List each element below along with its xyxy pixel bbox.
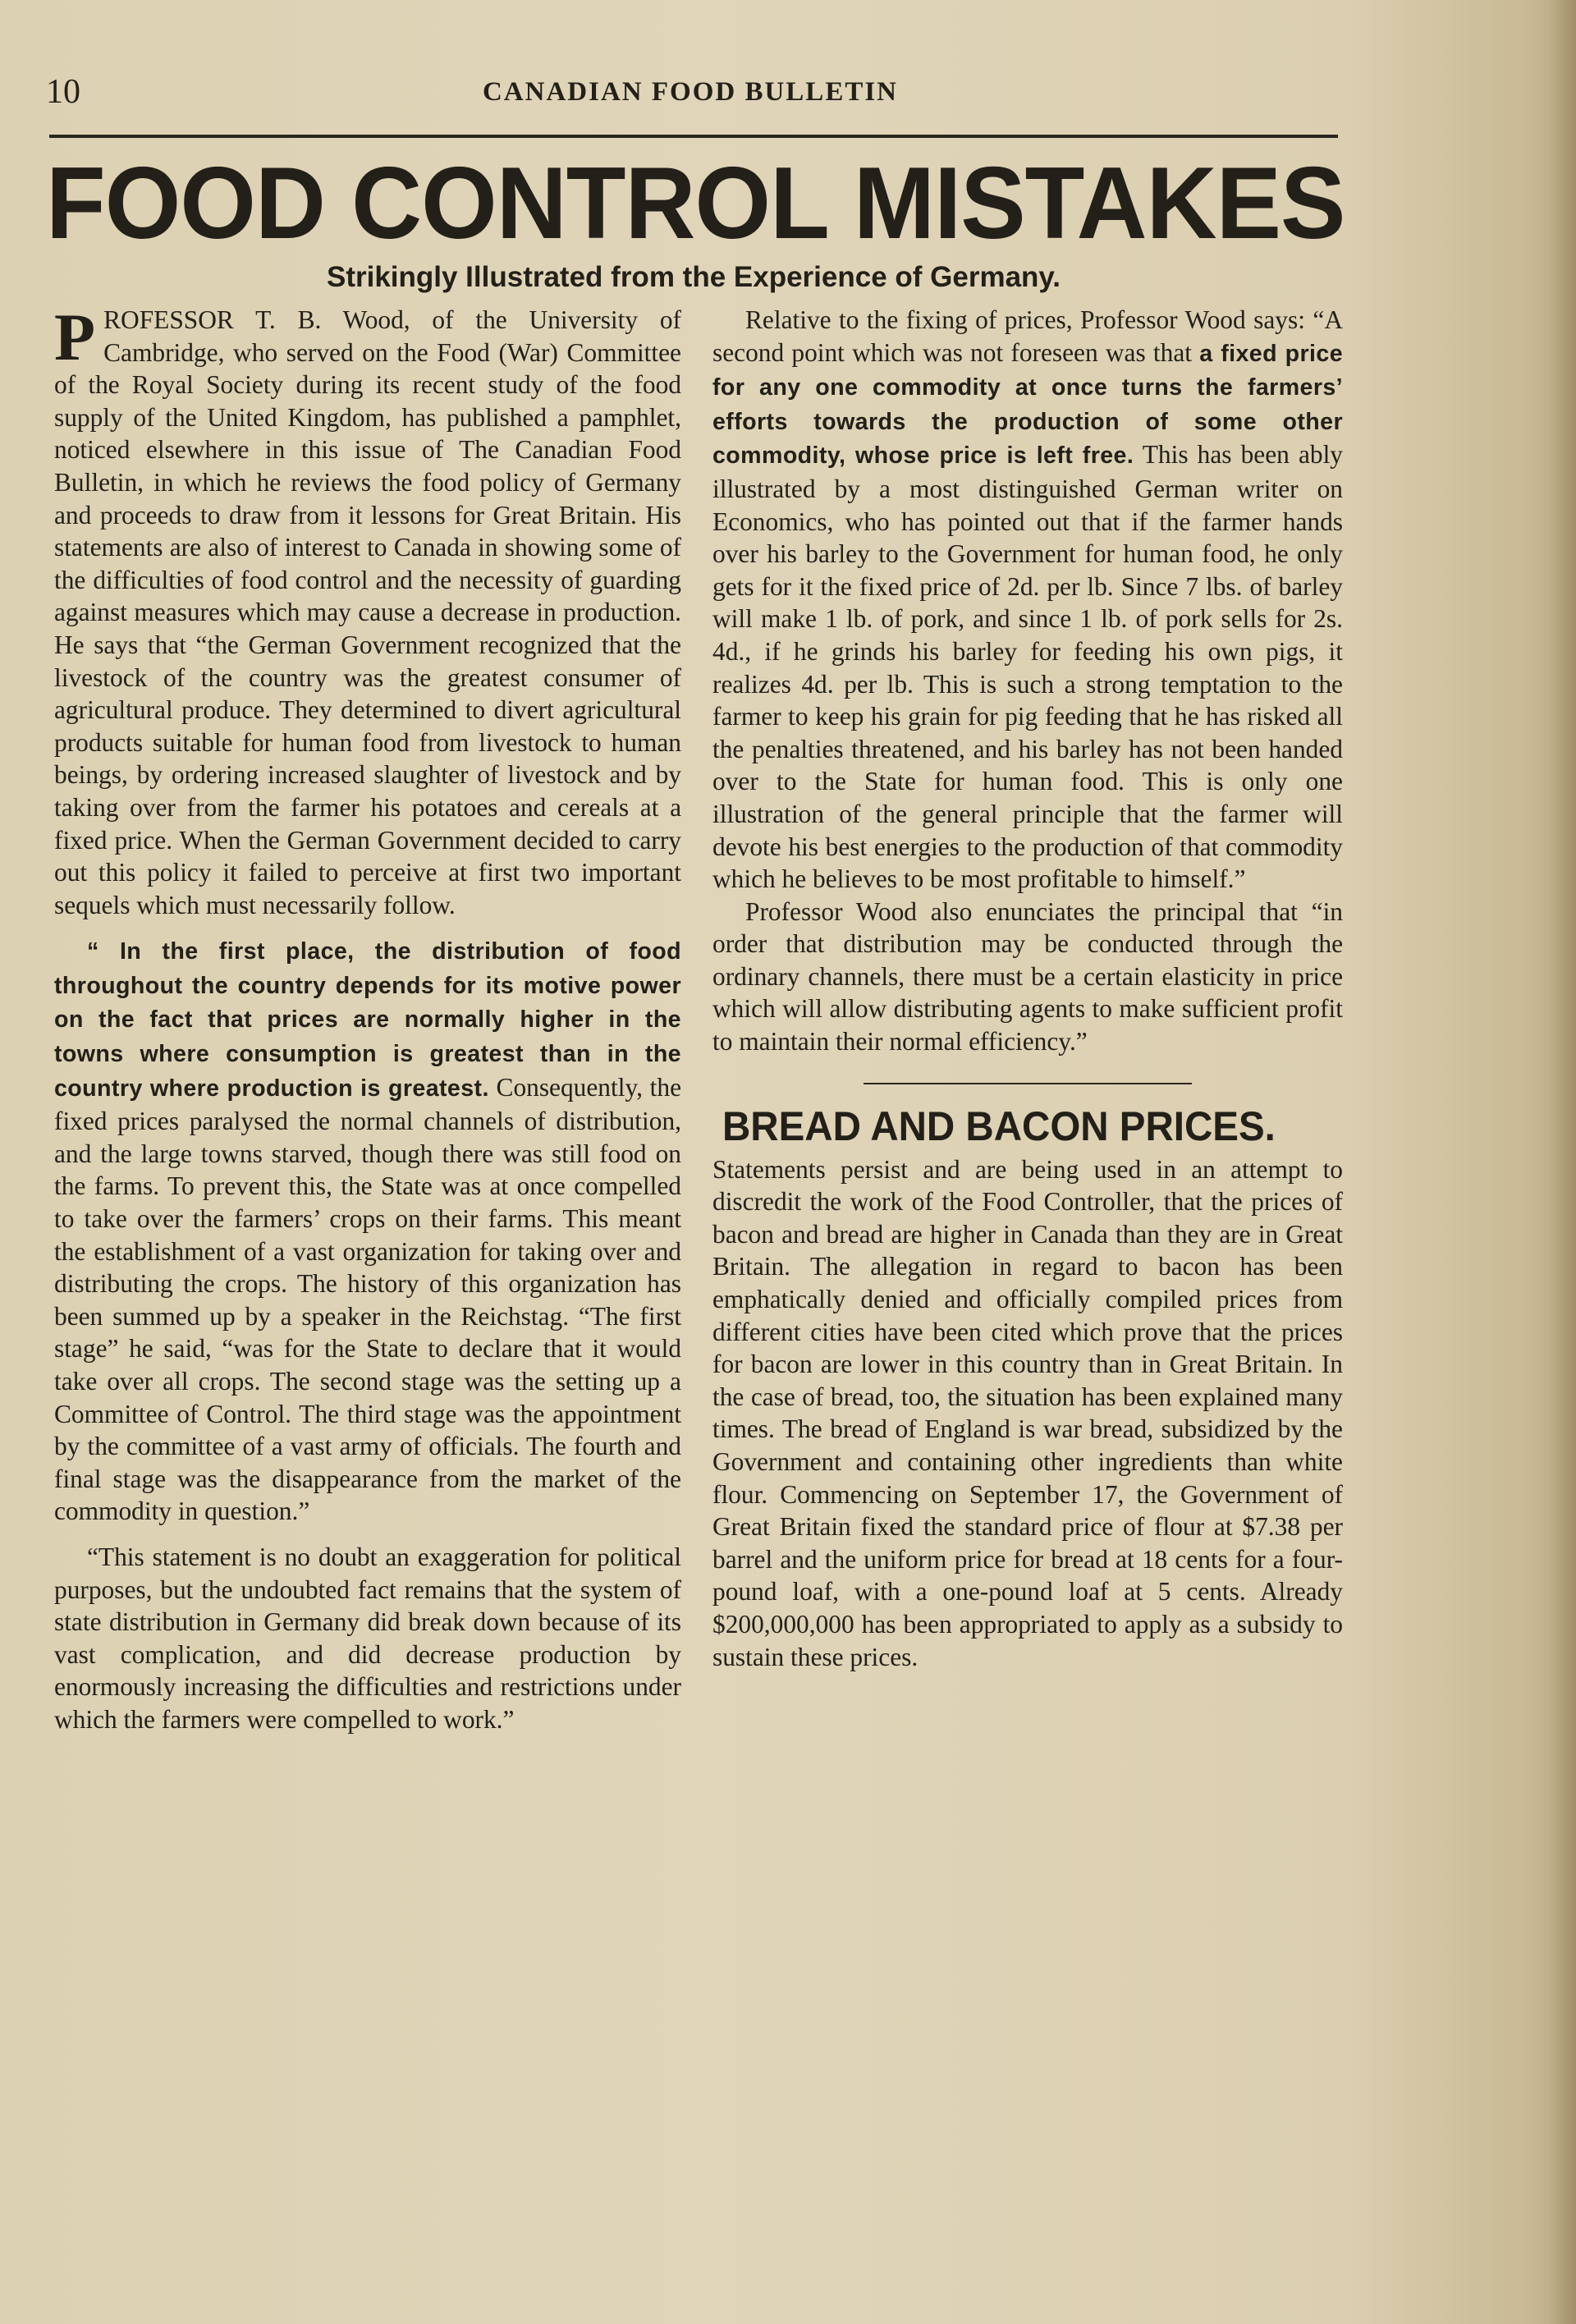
paragraph-4-intro: Relative to the fixing of prices, Professor Wood says: “A second point which was not foreseen was that	[712, 305, 1343, 367]
bread-article	[712, 1102, 1343, 1674]
running-title: CANADIAN FOOD BULLETIN	[482, 77, 899, 107]
article-headline: FOOD CONTROL MISTAKES	[46, 147, 1345, 260]
section-divider	[864, 1083, 1192, 1084]
page-edge-shadow	[1548, 0, 1576, 2324]
left-column	[54, 300, 681, 1736]
paragraph-4-text: This has been ably illustrated by a most distinguished German writer on Economics, who has pointed out that if the farmer hands over his barley to the Government for human food, he only gets for it the fixed price of 2d. per lb. Since 7 lbs. of barley will make 1 lb. of pork, and since 1 lb. of pork sells for 2s. 4d., if he grinds his barley for feeding his own pigs, it realizes 4d. per lb. This is such a strong temptation to the farmer to keep his grain for pig feeding that he has risked all the penalties threatened, and his barley has not been handed over to the State for human food. This is only one illustration of the general principle that the farmer will devote his best energies to the production of that commodity which he believes to be most profitable to himself.”	[712, 440, 1343, 894]
drop-cap: P	[54, 300, 96, 374]
page-header	[46, 72, 1335, 121]
article-subhead: Strikingly Illustrated from the Experience of Germany.	[326, 261, 1061, 293]
paragraph-gap	[54, 1528, 681, 1541]
paragraph-2-emphasis: “ In the first place, the distribution of food throughout the country depends for its motive power on the fact that prices are normally higher in the towns where consumption is greatest than in the country where production is greatest.	[54, 938, 681, 1102]
paragraph-gap	[54, 921, 681, 934]
right-column	[712, 304, 1343, 1673]
bread-article-title: BREAD AND BACON PRICES.	[722, 1102, 1276, 1149]
paragraph-2	[54, 934, 681, 1528]
paragraph-1	[54, 300, 681, 921]
paragraph-4	[712, 304, 1343, 896]
page-number: 10	[46, 73, 80, 111]
paragraph-1-text: ROFESSOR T. B. Wood, of the University of Cambridge, who served on the Food (War) Committee of the Royal Society during its recent study of the food supply of the United Kingdom, has published a pamphlet, noticed elsewhere in this issue of The Canadian Food Bulletin, in which he reviews the food policy of Germany and proceeds to draw from it lessons for Great Britain. His statements are also of interest to Canada in showing some of the difficulties of food control and the necessity of guarding against measures which may cause a decrease in production. He says that “the German Government recognized that the livestock of the country was the greatest consumer of agricultural produce. They determined to divert agricultural products suitable for human food from livestock to human beings, by ordering increased slaughter of livestock and by taking over from the farmer his potatoes and cereals at a fixed price. When the German Government decided to carry out this policy it failed to perceive at first two important sequels which must necessarily follow.	[54, 305, 681, 919]
paragraph-3: “This statement is no doubt an exaggeration for political purposes, but the undoubted fact remains that the system of state distribution in Germany did break down because of its vast complication, and did decrease production by enormously increasing the difficulties and restrictions under which the farmers were compelled to work.”	[54, 1542, 681, 1734]
paragraph-5: Professor Wood also enunciates the principal that “in order that distribution may be conducted through the ordinary channels, there must be a certain elasticity in price which will allow distributing agents to make sufficient profit to maintain their normal efficiency.”	[712, 896, 1343, 1057]
header-rule	[49, 135, 1338, 138]
paragraph-4-emphasis: a fixed price for any one commodity at once turns the farmers’ efforts towards the production of some other commodity, whose price is left free.	[712, 340, 1343, 470]
paragraph-2-text: Consequently, the fixed prices paralysed the normal channels of distribution, and the large towns starved, though there was still food on the farms. To prevent this, the State was at once compelled to take over the farmers’ crops on their farms. This meant the establishment of a vast organization for taking over and distributing the crops. The history of this organization has been summed up by a speaker in the Reichstag. “The first stage” he said, “was for the State to declare that it would take over all crops. The second stage was the setting up a Committee of Control. The third stage was the appointment by the committee of a vast army of officials. The fourth and final stage was the disappearance from the market of the commodity in question.”	[54, 1072, 681, 1526]
bread-article-text: Statements persist and are being used in an attempt to discredit the work of the Food Controller, that the prices of bacon and bread are higher in Canada than they are in Great Britain. The allegation in regard to bacon has been emphatically denied and officially compiled prices from different cities have been cited which prove that the prices for bacon are lower in this country than in Great Britain. In the case of bread, too, the situation has been explained many times. The bread of England is war bread, subsidized by the Government and containing other ingredients than white flour. Commencing on September 17, the Government of Great Britain fixed the standard price of flour at $7.38 per barrel and the uniform price for bread at 18 cents for a four-pound loaf, with a one-pound loaf at 5 cents. Already $200,000,000 has been appropriated to apply as a subsidy to sustain these prices.	[712, 1154, 1343, 1671]
